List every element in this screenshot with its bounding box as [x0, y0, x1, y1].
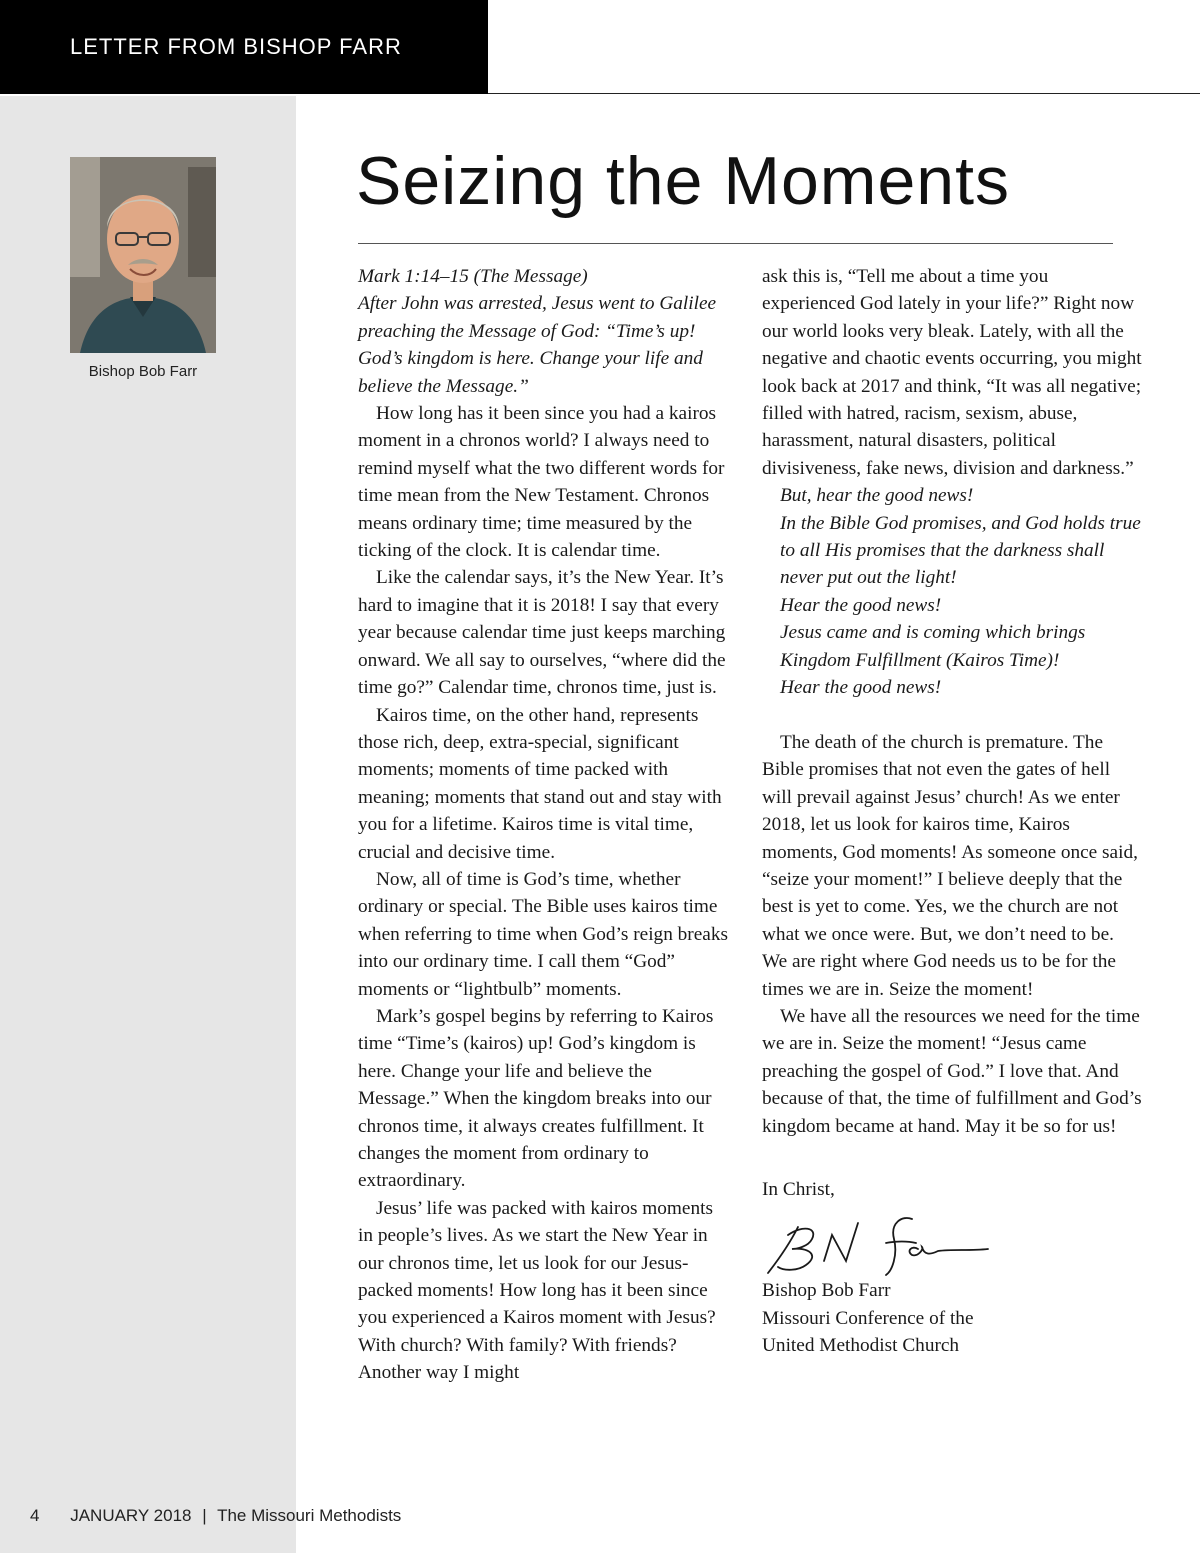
- closing-salutation: In Christ,: [762, 1178, 835, 1200]
- body-paragraph: The death of the church is premature. The Bible promises that not even the gates of hell will prevail against Jesus’ church! As we enter 2018, let us look for kairos time, Kairos moments, God moments! As someone once said, “seize your moment!” I believe deeply that the best is yet to come. Yes, we the church are not what we once were. But, we don’t need to be. We are right where God needs us to be for the times we are in. Seize the moment!: [762, 731, 1138, 1000]
- good-news-line: Hear the good news!: [780, 677, 942, 699]
- article-column-left: [358, 263, 730, 1387]
- scripture-text: After John was arrested, Jesus went to Galilee preaching the Message of God: “Time’s up! God’s kingdom is here. Change your life and believe the Message.”: [358, 293, 717, 397]
- body-paragraph: Like the calendar says, it’s the New Year. It’s hard to imagine that it is 2018! I say that every year because calendar time just keeps marching onward. We all say to ourselves, “where did the time go?” Calendar time, chronos time, just is.: [358, 567, 726, 699]
- body-paragraph: Jesus’ life was packed with kairos moments in people’s lives. As we start the New Year in our chronos time, let us look for our Jesus-packed moments! How long has it been since you experienced a Kairos moment with Jesus? With church? With family? With friends? Another way I might: [358, 1197, 716, 1384]
- good-news-block: [762, 482, 1142, 701]
- photo-caption: Bishop Bob Farr: [88, 363, 198, 380]
- spacer: [762, 1140, 1142, 1176]
- good-news-line: But, hear the good news!: [780, 485, 974, 507]
- header-rule: [488, 93, 1200, 94]
- good-news-line: Jesus came and is coming which brings Kingdom Fulfillment (Kairos Time)!: [780, 622, 1086, 671]
- page-number: 4: [30, 1506, 40, 1525]
- signoff-title: Missouri Conference of the: [762, 1307, 974, 1329]
- footer-separator: |: [202, 1506, 207, 1525]
- signature-image: [762, 1205, 992, 1277]
- title-rule: [358, 243, 1113, 244]
- good-news-line: In the Bible God promises, and God holds true to all His promises that the darkness shall never put out the light!: [780, 512, 1141, 589]
- scripture-block: [358, 263, 730, 400]
- page-footer: [30, 1506, 407, 1526]
- issue-date: JANUARY 2018: [70, 1506, 192, 1525]
- article-column-right: [762, 263, 1142, 1360]
- body-paragraph-continued: ask this is, “Tell me about a time you experienced God lately in your life?” Right now our world looks very bleak. Lately, with all the negative and chaotic events occurring, you might look back at 2017 and think, “It was all negative; filled with hatred, racism, sexism, abuse, harassment, natural disasters, political divisiveness, fake news, division and darkness.”: [762, 266, 1142, 479]
- signoff-organization: United Methodist Church: [762, 1335, 960, 1357]
- section-header: [0, 0, 488, 94]
- article-title: Seizing the Moments: [356, 143, 1010, 219]
- spacer: [762, 702, 1142, 729]
- body-paragraph: Mark’s gospel begins by referring to Kairos time “Time’s (kairos) up! God’s kingdom is here. Change your life and believe the Message.” When the kingdom breaks into our chronos time, it always creates fulfillment. It changes the moment from ordinary to extraordinary.: [358, 1005, 714, 1192]
- scripture-reference: Mark 1:14–15 (The Message): [358, 266, 588, 287]
- signoff-name: Bishop Bob Farr: [762, 1280, 891, 1302]
- good-news-line: Hear the good news!: [780, 594, 942, 616]
- body-paragraph: Now, all of time is God’s time, whether ordinary or special. The Bible uses kairos time when referring to time when God’s reign breaks into our ordinary time. I call them “God” moments or “lightbulb” moments.: [358, 868, 728, 1000]
- body-paragraph: How long has it been since you had a kairos moment in a chronos world? I always need to remind myself what the two different words for time mean from the New Testament. Chronos means ordinary time; time measured by the ticking of the clock. It is calendar time.: [358, 403, 725, 562]
- section-label: LETTER FROM BISHOP FARR: [70, 34, 402, 59]
- publication-name: The Missouri Methodists: [217, 1506, 402, 1525]
- body-paragraph: Kairos time, on the other hand, represents those rich, deep, extra-special, significant moments; moments of time packed with meaning; moments that stand out and stay with you for a lifetime. Kairos time is vital time, crucial and decisive time.: [358, 704, 722, 863]
- body-paragraph: We have all the resources we need for the time we are in. Seize the moment! “Jesus came preaching the gospel of God.” I love that. And because of that, the time of fulfillment and God’s kingdom became at hand. May it be so for us!: [762, 1005, 1142, 1137]
- author-photo: [70, 157, 216, 353]
